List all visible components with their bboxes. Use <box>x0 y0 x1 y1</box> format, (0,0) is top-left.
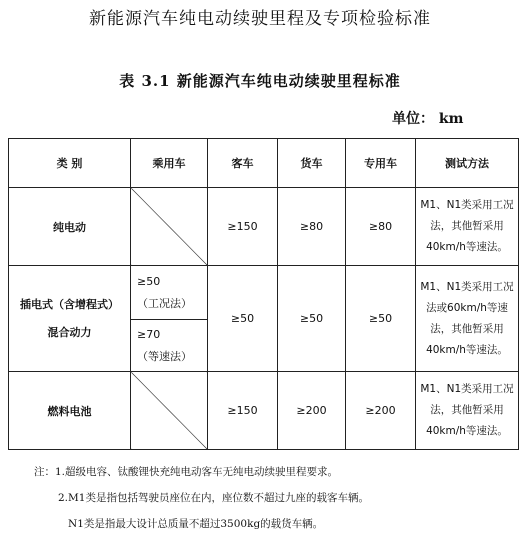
row-bus: ≥50 <box>208 266 278 372</box>
row-method: M1、N1类采用工况法或60km/h等速法，其他暂采用40km/h等速法。 <box>416 266 519 372</box>
table-row-fcev <box>9 372 519 450</box>
row-special: ≥80 <box>346 188 416 266</box>
row-special: ≥50 <box>346 266 416 372</box>
row-category <box>9 266 131 372</box>
row-category-line2: 混合动力 <box>47 325 92 339</box>
standards-table <box>8 138 519 450</box>
header-bus: 客车 <box>208 139 278 188</box>
passenger-condition-note: （工况法） <box>137 296 192 310</box>
unit-label: 单位： km <box>392 111 464 127</box>
row-passenger-constant <box>131 320 208 372</box>
row-truck: ≥50 <box>278 266 346 372</box>
row-special: ≥200 <box>346 372 416 450</box>
row-category-line1: 插电式（含增程式） <box>20 297 119 311</box>
note-1: 注：1.超级电容、钛酸锂快充纯电动客车无纯电动续驶里程要求。 <box>34 466 339 478</box>
passenger-constant-note: （等速法） <box>137 349 192 363</box>
header-passenger: 乘用车 <box>131 139 208 188</box>
table-title: 表 3.1 新能源汽车纯电动续驶里程标准 <box>119 72 401 90</box>
row-method: M1、N1类采用工况法，其他暂采用40km/h等速法。 <box>416 188 519 266</box>
row-passenger-empty <box>131 188 208 266</box>
row-bus: ≥150 <box>208 372 278 450</box>
row-category: 纯电动 <box>9 188 131 266</box>
passenger-constant-value: ≥70 <box>137 327 161 341</box>
document-title: 新能源汽车纯电动续驶里程及专项检验标准 <box>89 9 431 29</box>
row-category: 燃料电池 <box>9 372 131 450</box>
row-passenger-condition <box>131 266 208 320</box>
row-passenger-empty <box>131 372 208 450</box>
header-method: 测试方法 <box>416 139 519 188</box>
header-category: 类 别 <box>9 139 131 188</box>
row-truck: ≥200 <box>278 372 346 450</box>
note-3: N1类是指最大设计总质量不超过3500kg的载货车辆。 <box>68 518 324 530</box>
table-row-phev-a <box>9 266 519 320</box>
passenger-condition-value: ≥50 <box>137 274 161 288</box>
table-header-row <box>9 139 519 188</box>
header-truck: 货车 <box>278 139 346 188</box>
row-bus: ≥150 <box>208 188 278 266</box>
row-method: M1、N1类采用工况法，其他暂采用40km/h等速法。 <box>416 372 519 450</box>
row-truck: ≥80 <box>278 188 346 266</box>
note-2: 2.M1类是指包括驾驶员座位在内，座位数不超过九座的载客车辆。 <box>58 492 369 504</box>
table-row-bev <box>9 188 519 266</box>
header-special: 专用车 <box>346 139 416 188</box>
